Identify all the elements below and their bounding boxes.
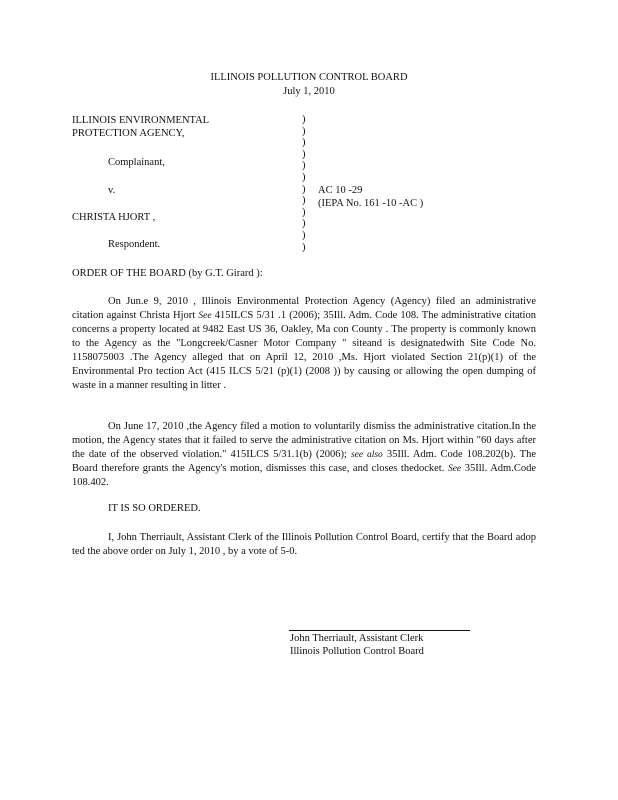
- signature-line: [289, 630, 470, 631]
- caption-paren: ): [302, 125, 306, 137]
- complainant-role: Complainant,: [108, 157, 165, 168]
- caption-paren: ): [302, 206, 306, 218]
- order-date: July 1, 2010: [283, 86, 335, 97]
- see-signal: See: [447, 464, 462, 474]
- caption-paren: ): [302, 148, 306, 160]
- signer-name: John Therriault, Assistant Clerk: [290, 633, 424, 644]
- caption-paren: ): [302, 171, 306, 183]
- paragraph-motion-text-a: On June 17, 2010 ,the Agency filed a motion to voluntarily dismiss the administrative citation.In the motion, the Agency states that it failed to serve the administrative citation on Ms. Hjort within "60 days after the date of the observed violation." 415ILCS 5/31.1(b) (2006);: [72, 421, 536, 460]
- complainant-name-line2: PROTECTION AGENCY,: [72, 128, 185, 139]
- paragraph-filing-text-b: 415ILCS 5/31 .1 (2006); 35Ill. Adm. Code 108. The administrative citation concerns a property located at 9482 East US 36, Oakley, Ma con County . The property is commonly known to the Agency as the "Longcreek/Casner Motor Company " siteand is designatedwith Site Code No. 1158075003 .The Agency alleged that on April 12, 2010 ,Ms. Hjort violated Section 21(p)(1) of the Environmental Pro tection Act (415 ILCS 5/21 (p)(1) (2008 )) by causing or allowing the open dumping of waste in a manner resulting in litter .: [72, 310, 536, 391]
- paragraph-motion: [72, 420, 536, 490]
- caption-paren: ): [302, 183, 306, 195]
- paragraph-motion-text-b: 35Ill. Adm. Code 108.202(b). The Board therefore grants the Agency's motion, dismisses this case, and closes thedocket.: [72, 449, 537, 474]
- paragraph-filing: [72, 295, 536, 393]
- signer-organization: Illinois Pollution Control Board: [290, 646, 424, 657]
- paragraph-motion-text-c: 35Ill. Adm.Code 108.402.: [72, 463, 536, 488]
- complainant-name-line1: ILLINOIS ENVIRONMENTAL: [72, 115, 210, 126]
- board-title: ILLINOIS POLLUTION CONTROL BOARD: [210, 72, 408, 83]
- caption-paren: ): [302, 229, 306, 241]
- case-number: AC 10 -29: [318, 185, 363, 196]
- certification-paragraph: I, John Therriault, Assistant Clerk of the Illinois Pollution Control Board, certify that the Board adop ted the above order on July 1, 2010 , by a vote of 5-0.: [72, 532, 536, 557]
- order-heading: ORDER OF THE BOARD (by G.T. Girard ):: [72, 268, 263, 279]
- so-ordered: IT IS SO ORDERED.: [108, 503, 201, 514]
- versus: v.: [108, 185, 116, 196]
- see-also-signal: see also: [350, 450, 383, 460]
- caption-paren: ): [302, 137, 306, 149]
- caption-paren: ): [302, 241, 306, 253]
- caption-paren: ): [302, 218, 306, 230]
- respondent-name: CHRISTA HJORT ,: [72, 212, 156, 223]
- caption-parentheses: [302, 114, 306, 253]
- caption-paren: ): [302, 195, 306, 207]
- caption-paren: ): [302, 160, 306, 172]
- iepa-number: (IEPA No. 161 -10 -AC ): [318, 198, 424, 209]
- see-signal: See: [198, 311, 212, 321]
- paragraph-filing-text-a: On Jun.e 9, 2010 , Illinois Environmental Protection Agency (Agency) filed an administrative citation against Christa Hjort: [72, 296, 536, 321]
- respondent-role: Respondent.: [108, 239, 161, 250]
- caption-paren: ): [302, 114, 306, 125]
